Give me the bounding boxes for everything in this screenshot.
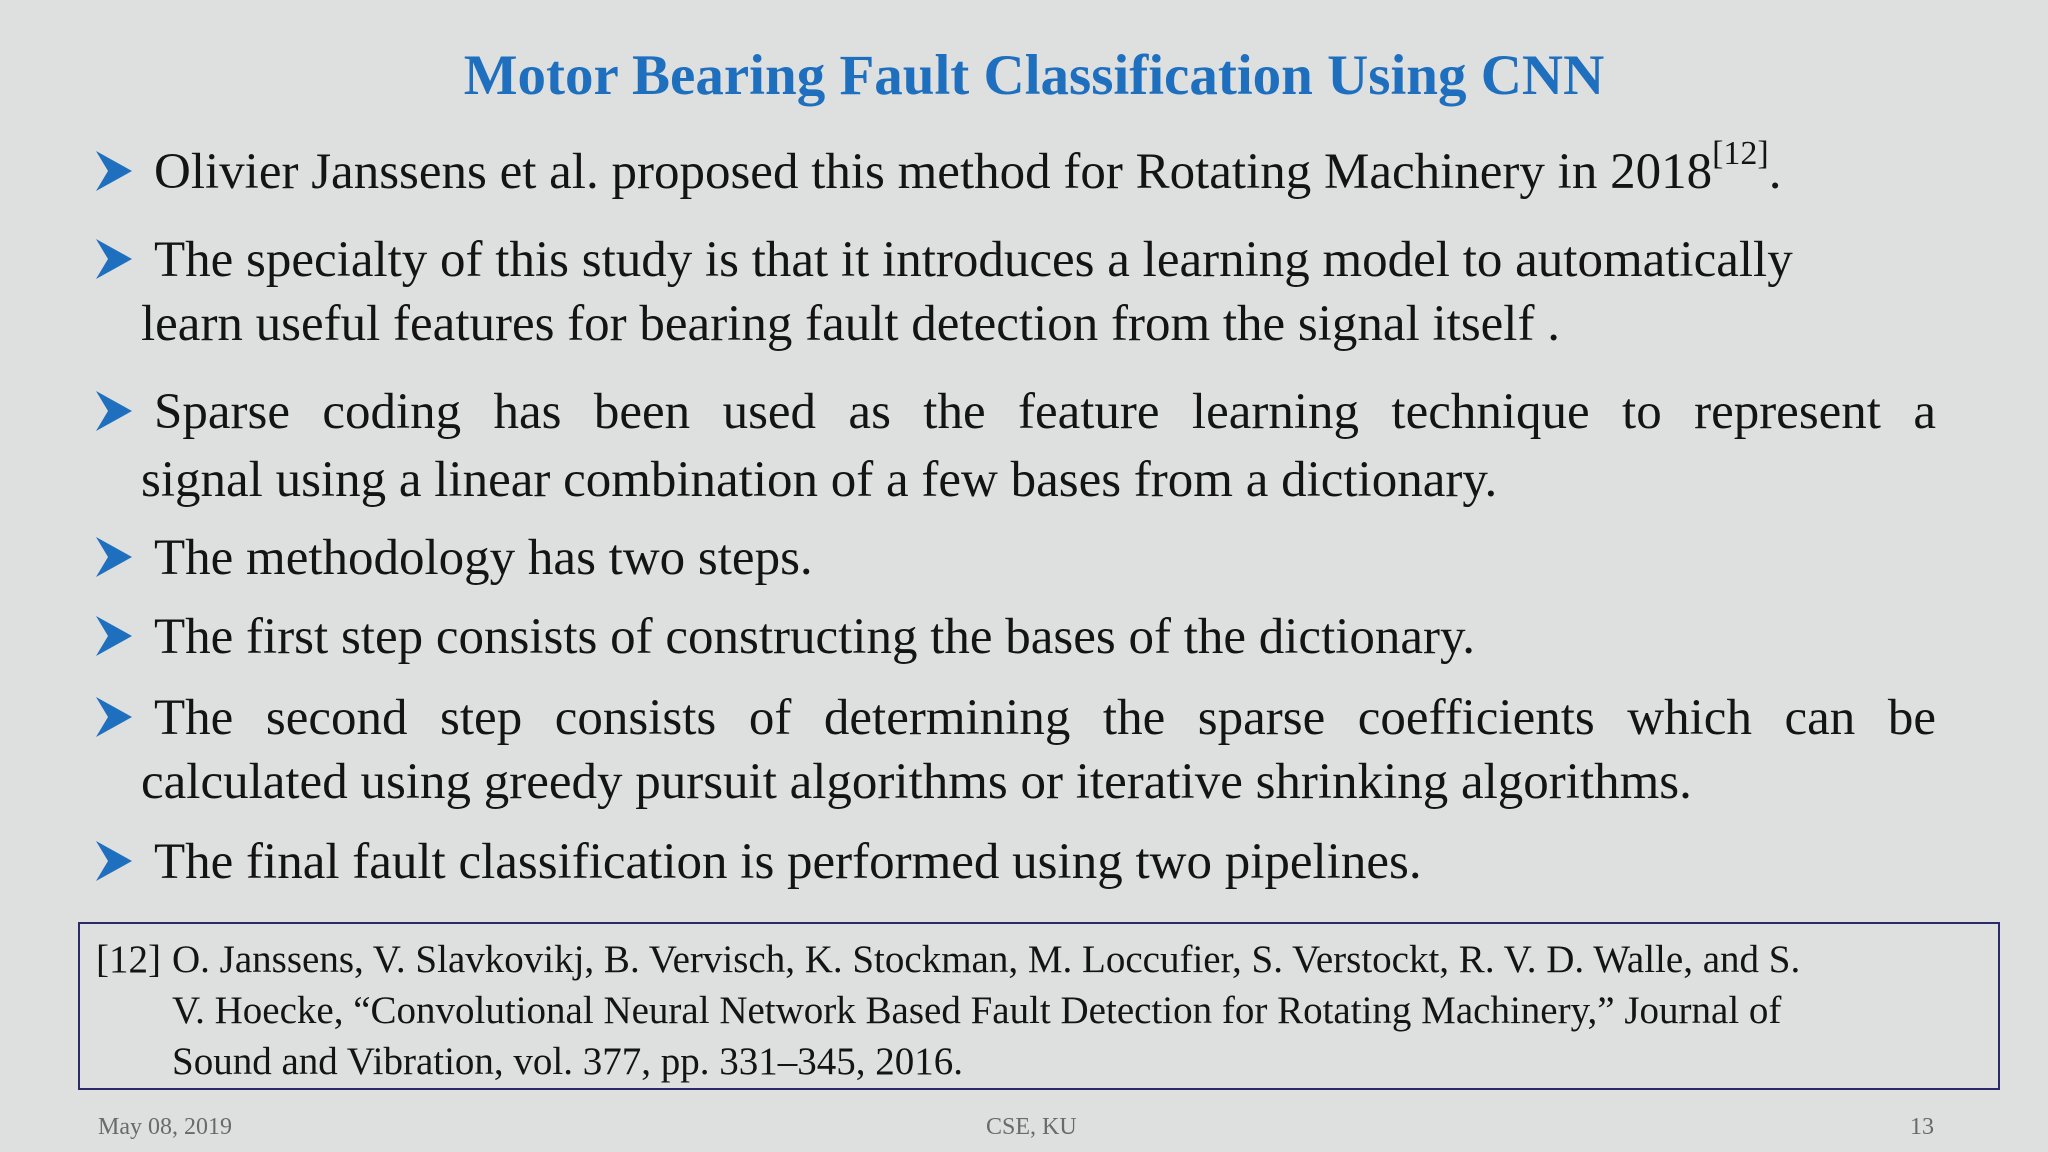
bullet-text: The first step consists of constructing the bases of the dictionary. [154,609,1475,665]
reference-line: V. Hoecke, “Convolutional Neural Network Based Fault Detection for Rotating Machinery,” Journal of [172,989,1782,1032]
bullet-text-tail: . [1768,144,1782,200]
bullet-text: calculated using greedy pursuit algorithms or iterative shrinking algorithms. [141,754,1692,810]
bullet-text: learn useful features for bearing fault detection from the signal itself . [141,296,1560,352]
reference-text [172,934,1982,1087]
bullet-text: Sparse coding has been used as the feature learning technique to represent a [154,384,1936,440]
bullet-item [0,605,1936,669]
bullet-item [0,526,1936,590]
bullet-text: The final fault classification is performed using two pipelines. [154,834,1422,890]
reference-box [78,922,2000,1090]
bullet-text: Olivier Janssens et al. proposed this method for Rotating Machinery in 2018 [154,144,1713,200]
bullet-text: The specialty of this study is that it introduces a learning model to automatically [154,232,1793,288]
footer-organization: CSE, KU [986,1114,1077,1140]
bullet-item [0,830,1936,894]
bullet-item [0,380,1936,512]
bullet-item [0,228,1936,356]
footer-date: May 08, 2019 [98,1114,232,1140]
bullet-text: The methodology has two steps. [154,530,813,586]
reference-number: [12] [96,938,161,981]
bullet-text: The second step consists of determining the sparse coefficients which can be [154,690,1936,746]
bullet-item [0,686,1936,814]
footer-page-number: 13 [1910,1114,1934,1140]
bullet-item [0,135,1936,204]
reference-line: O. Janssens, V. Slavkovikj, B. Vervisch, K. Stockman, M. Loccufier, S. Verstockt, R. V. D. Walle, and S. [172,938,1801,981]
citation-superscript: [12] [1712,135,1769,172]
reference-line: Sound and Vibration, vol. 377, pp. 331–345, 2016. [172,1040,964,1083]
slide-title: Motor Bearing Fault Classification Using CNN [463,44,1605,107]
bullet-text: signal using a linear combination of a few bases from a dictionary. [141,452,1498,508]
